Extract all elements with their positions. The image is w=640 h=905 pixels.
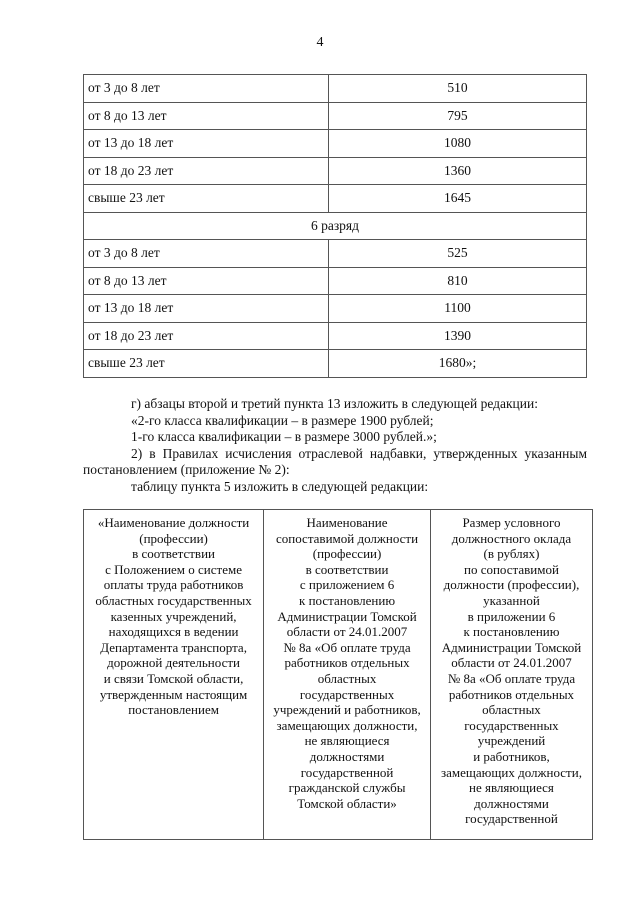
table-header-row <box>84 510 593 840</box>
experience-label: от 3 до 8 лет <box>84 75 329 103</box>
experience-label: от 13 до 18 лет <box>84 130 329 158</box>
salary-value: 1360 <box>329 157 587 185</box>
salary-value: 810 <box>329 267 587 295</box>
amendment-text <box>83 396 587 496</box>
experience-label: от 13 до 18 лет <box>84 295 329 323</box>
salary-value: 510 <box>329 75 587 103</box>
table-row <box>84 240 587 268</box>
experience-label: от 8 до 13 лет <box>84 102 329 130</box>
table-row <box>84 322 587 350</box>
salary-value: 1680»; <box>329 350 587 378</box>
cell-text: Размер условного должностного оклада (в рублях) по сопоставимой должности (профессии), указанной в приложении 6 к постановлению Администрации Томской области от 24.01.2007 № 8а «Об оплате труда работников отдельных областных государственных учреждений и работников, замещающих должности, не являющиеся должностями государственной <box>440 515 582 827</box>
quote-class-1: 1-го класса квалификации – в размере 3000 рублей.»; <box>131 429 437 445</box>
salary-value: 795 <box>329 102 587 130</box>
salary-value: 1100 <box>329 295 587 323</box>
table-row <box>84 157 587 185</box>
section-row <box>84 212 587 240</box>
experience-label: свыше 23 лет <box>84 185 329 213</box>
page-number: 4 <box>316 35 324 50</box>
table-row <box>84 350 587 378</box>
salary-value: 1080 <box>329 130 587 158</box>
quote-class-2: «2-го класса квалификации – в размере 1900 рублей; <box>131 412 434 428</box>
paragraph-g: г) абзацы второй и третий пункта 13 изложить в следующей редакции: <box>131 396 538 411</box>
table-row <box>84 267 587 295</box>
table-row <box>84 295 587 323</box>
table-row <box>84 102 587 130</box>
salary-value: 1390 <box>329 322 587 350</box>
header-cell-salary-size <box>430 510 592 840</box>
experience-label: от 8 до 13 лет <box>84 267 329 295</box>
salary-value: 1645 <box>329 185 587 213</box>
paragraph-table-intro: таблицу пункта 5 изложить в следующей редакции: <box>131 478 429 494</box>
experience-label: от 18 до 23 лет <box>84 157 329 185</box>
table-row <box>84 130 587 158</box>
positions-table <box>83 509 593 840</box>
salary-value: 525 <box>329 240 587 268</box>
cell-text: «Наименование должности (профессии) в соответствии с Положением о системе оплаты труда работников областных государственных казенных учреждений, находящихся в ведении Департамента транспорта, дорожной деятельности и связи Томской области, утвержденным настоящим постановлением <box>95 515 252 718</box>
header-cell-comparable-position <box>264 510 431 840</box>
experience-label: от 3 до 8 лет <box>84 240 329 268</box>
paragraph-2: 2) в Правилах исчисления отраслевой надбавки, утвержденных указанным постановлением (приложение № 2): <box>83 445 587 478</box>
grade-section-title: 6 разряд <box>84 212 587 240</box>
cell-text: Наименование сопоставимой должности (профессии) в соответствии с приложением 6 к постановлению Администрации Томской области от 24.01.2007 № 8а «Об оплате труда работников отдельных областных государственных учреждений и работников, замещающих должности, не являющиеся должностями государственной гражданской службы Томской области» <box>273 515 421 811</box>
header-cell-position-name <box>84 510 264 840</box>
salary-table <box>83 74 587 378</box>
table-row <box>84 75 587 103</box>
experience-label: свыше 23 лет <box>84 350 329 378</box>
table-row <box>84 185 587 213</box>
experience-label: от 18 до 23 лет <box>84 322 329 350</box>
